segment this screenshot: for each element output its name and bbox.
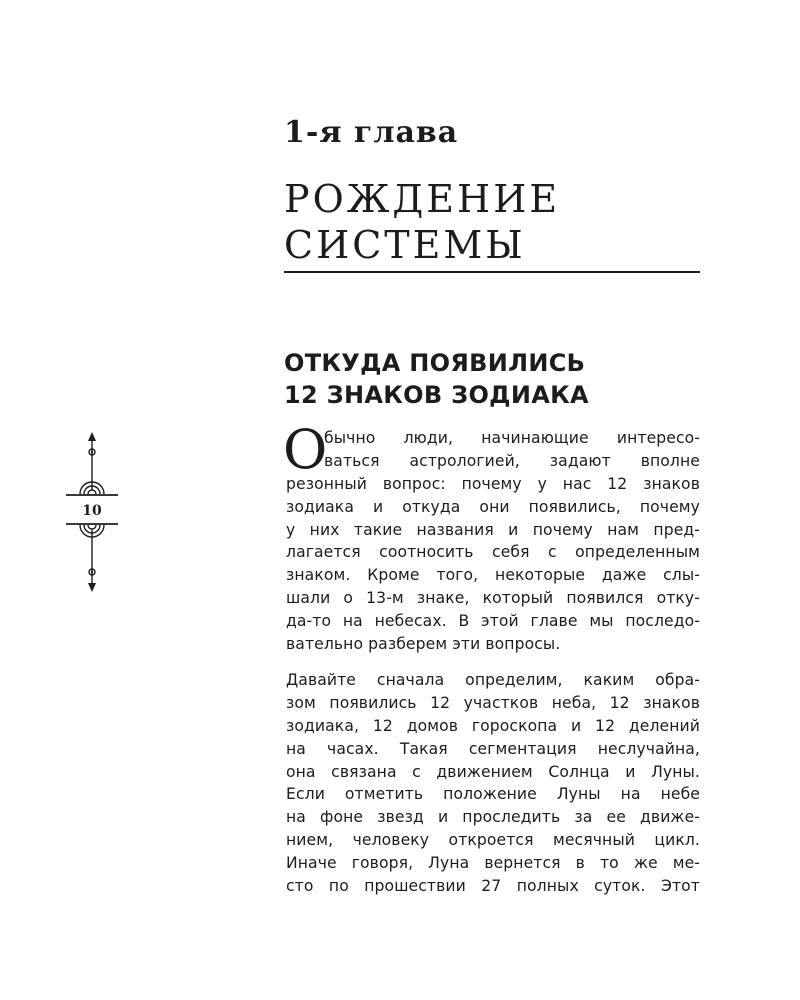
section-heading-line: ОТКУДА ПОЯВИЛИСЬ: [284, 349, 586, 377]
section-heading: [284, 347, 704, 411]
text-line: на часах. Такая сегментация неслучайна,: [286, 739, 700, 758]
paragraph-2: [286, 669, 700, 898]
text-line: лагается соотносить себя с определенным: [286, 543, 700, 562]
chapter-title-line: РОЖДЕНИЕ: [284, 177, 561, 221]
section-heading-line: 12 ЗНАКОВ ЗОДИАКА: [284, 381, 589, 409]
chapter-title: [284, 176, 704, 268]
paragraph-1: [283, 418, 700, 656]
text-line: шали о 13-м знаке, который появился отку-: [286, 589, 700, 608]
chapter-label: 1-я глава: [284, 115, 459, 150]
text-line: она связана с движением Солнца и Луны.: [286, 762, 700, 781]
text-line: на фоне звезд и проследить за ее движе-: [286, 808, 700, 827]
text-line: знаком. Кроме того, некоторые даже слы-: [286, 566, 700, 585]
text-line: зом появились 12 участков неба, 12 знаков: [286, 693, 700, 712]
text-line: Давайте сначала определим, каким обра-: [286, 671, 700, 689]
text-line: Иначе говоря, Луна вернется в то же ме-: [286, 854, 700, 873]
text-line: ваться астрологией, задают вполне: [324, 451, 700, 470]
text-line: зодиака и откуда они появились, почему: [286, 497, 700, 516]
text-line: бычно люди, начинающие интересо-: [324, 429, 700, 447]
text-line: вательно разберем эти вопросы.: [286, 635, 561, 654]
text-line: сто по прошествии 27 полных суток. Этот: [286, 877, 700, 896]
chapter-title-line: СИСТЕМЫ: [284, 223, 526, 267]
text-line: нием, человеку откроется месячный цикл.: [286, 831, 700, 850]
text-line: резонный вопрос: почему у нас 12 знаков: [286, 474, 700, 493]
text-line: зодиака, 12 домов гороскопа и 12 делений: [286, 716, 700, 735]
text-line: Если отметить положение Луны на небе: [286, 785, 700, 804]
chapter-rule: [284, 271, 700, 273]
text-line: у них такие названия и почему нам пред-: [286, 520, 700, 539]
text-line: да-то на небесах. В этой главе мы последо-: [286, 612, 700, 631]
page-number: 10: [82, 503, 102, 519]
dropcap: О: [283, 418, 328, 481]
